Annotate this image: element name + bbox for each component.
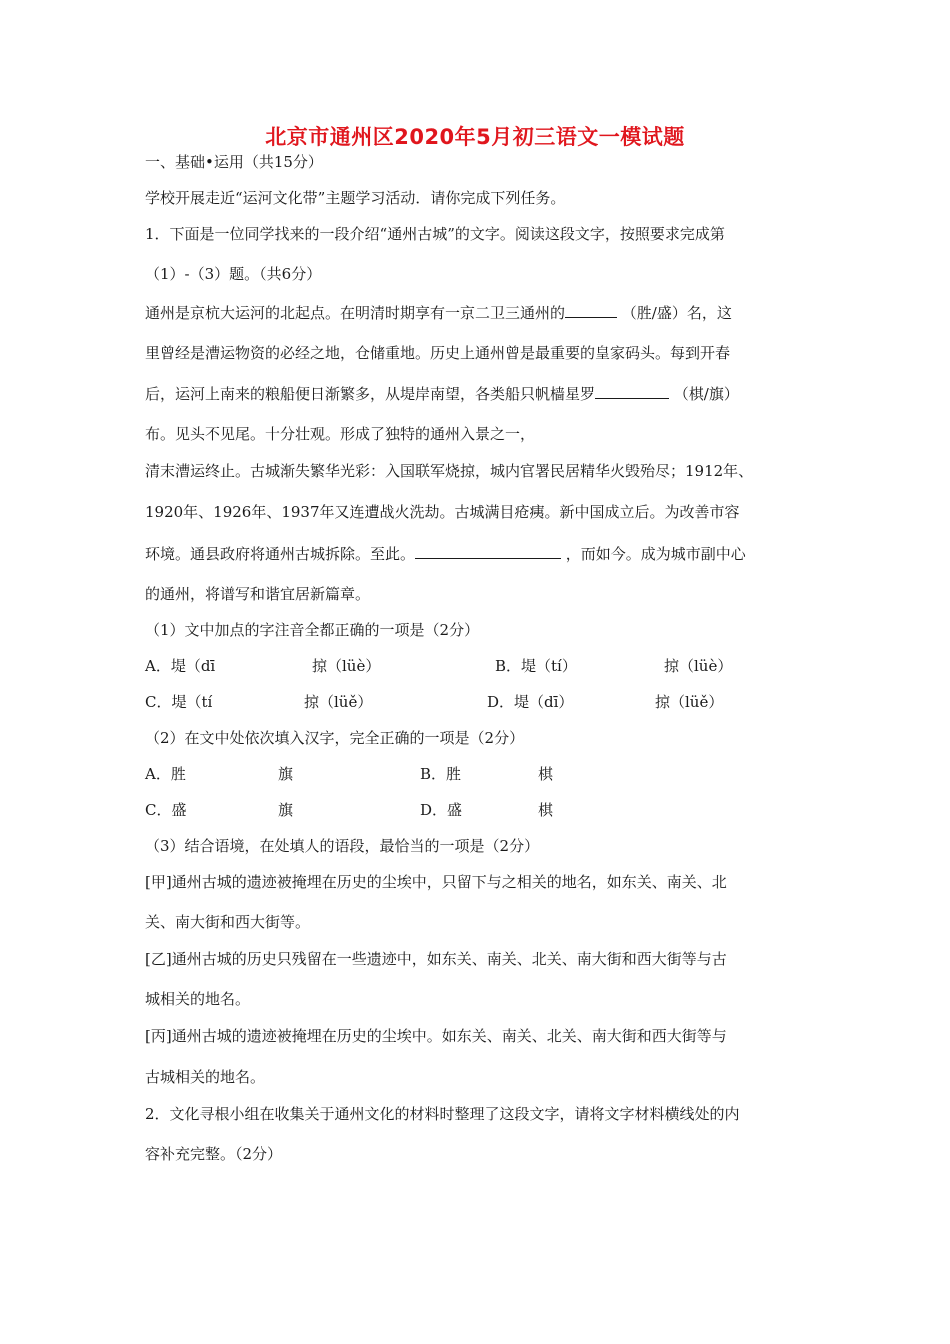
- fill-blank-2: [595, 383, 669, 399]
- question-1-stem-line-1: 1．下面是一位同学找来的一段介绍“通州古城”的文字。阅读这段文字，按照要求完成第: [145, 225, 725, 243]
- option-2b: B．胜: [420, 765, 462, 783]
- subquestion-1-stem: （1）文中加点的字注音全都正确的一项是（2分）: [145, 621, 480, 639]
- passage-text: ，而如今。成为城市副中心: [561, 545, 746, 563]
- passage-line-3: [145, 383, 739, 404]
- option-1d-second: 掠（lüě）: [655, 693, 724, 711]
- subquestion-3-stem: （3）结合语境，在处填人的语段，最恰当的一项是（2分）: [145, 837, 540, 855]
- passage-line-5: 清末漕运终止。古城渐失繁华光彩：入国联军烧掠，城内官署民居精华火毁殆尽；1912年、: [145, 462, 754, 480]
- section-intro: 学校开展走近“运河文化带”主题学习活动．请你完成下列任务。: [145, 189, 566, 207]
- passage-text: 后，运河上南来的粮船便日渐繁多，从堤岸南望，各类船只帆樯星罗: [145, 385, 596, 403]
- option-1b: B．堤（tí）: [495, 657, 577, 675]
- option-1c: C．堤（tí: [145, 693, 213, 711]
- passage-line-7: [145, 543, 746, 564]
- option-yi-line-1: [乙]通州古城的历史只残留在一些遗迹中，如东关、南关、北关、南大街和西大街等与古: [145, 950, 727, 968]
- option-bing-line-2: 古城相关的地名。: [145, 1068, 266, 1086]
- option-jia-line-2: 关、南大街和西大街等。: [145, 913, 311, 931]
- option-yi-line-2: 城相关的地名。: [145, 990, 251, 1008]
- option-1a: A．堤（dī: [145, 657, 216, 675]
- passage-text: （胜/盛）名，这: [617, 304, 732, 322]
- passage-line-2: 里曾经是漕运物资的必经之地，仓储重地。历史上通州曾是最重要的皇家码头。每到开春: [145, 344, 731, 362]
- option-2d-second: 棋: [538, 801, 554, 819]
- passage-line-4: 布。见头不见尾。十分壮观。形成了独特的通州入景之一，: [145, 425, 536, 443]
- option-1d: D．堤（dī）: [487, 693, 574, 711]
- option-2a-second: 旗: [278, 765, 294, 783]
- option-bing-line-1: [丙]通州古城的遗迹被掩埋在历史的尘埃中。如东关、南关、北关、南大街和西大街等与: [145, 1027, 727, 1045]
- section-heading: 一、基础•运用（共15分）: [145, 153, 323, 171]
- option-jia-line-1: [甲]通州古城的遗迹被掩埋在历史的尘埃中，只留下与之相关的地名，如东关、南关、北: [145, 873, 727, 891]
- passage-text: 环境。通县政府将通州古城拆除。至此。: [145, 545, 416, 563]
- passage-line-8: 的通州，将谱写和谐宜居新篇章。: [145, 585, 371, 603]
- option-2b-second: 棋: [538, 765, 554, 783]
- passage-line-1: [145, 302, 732, 323]
- question-2-line-2: 容补充完整。（2分）: [145, 1145, 283, 1163]
- passage-text: 通州是京杭大运河的北起点。在明清时期享有一京二卫三通州的: [145, 304, 566, 322]
- option-2c: C．盛: [145, 801, 187, 819]
- exam-title: 北京市通州区2020年5月初三语文一模试题: [265, 125, 685, 149]
- question-1-stem-line-2: （1）-（3）题。（共6分）: [145, 265, 322, 283]
- passage-text: （棋/旗）: [669, 385, 739, 403]
- fill-blank-3: [415, 543, 561, 559]
- option-2c-second: 旗: [278, 801, 294, 819]
- subquestion-2-stem: （2）在文中处依次填入汉字，完全正确的一项是（2分）: [145, 729, 525, 747]
- option-2d: D．盛: [420, 801, 463, 819]
- passage-line-6: 1920年、1926年、1937年又连遭战火洗劫。古城满目疮痍。新中国成立后。为改善市容: [145, 503, 740, 521]
- fill-blank-1: [565, 302, 617, 318]
- option-2a: A．胜: [145, 765, 186, 783]
- question-2-line-1: 2．文化寻根小组在收集关于通州文化的材料时整理了这段文字，请将文字材料横线处的内: [145, 1105, 740, 1123]
- option-1c-second: 掠（lüě）: [304, 693, 373, 711]
- option-1a-second: 掠（lüè）: [312, 657, 381, 675]
- option-1b-second: 掠（lüè）: [664, 657, 733, 675]
